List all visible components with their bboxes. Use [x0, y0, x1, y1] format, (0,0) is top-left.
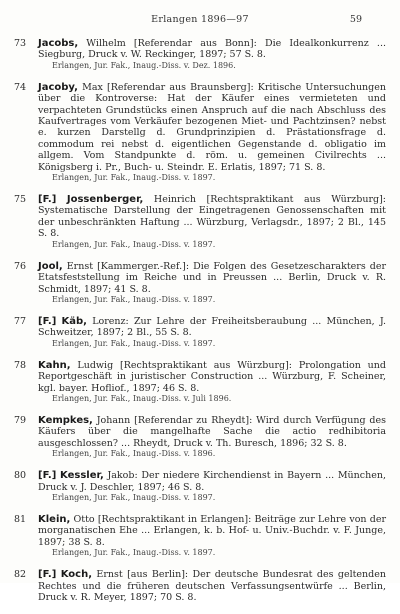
- author-marker: [F.]: [38, 470, 57, 482]
- entry-body: Johann [Referendar zu Rheydt]: Wird durch Verfügung des Käufers über die mangelhafte Sache die actio redhibitoria ausgeschlossen? ... Rheydt, Druck v. Th. Buresch, 1896; 32 S. 8.: [38, 414, 386, 449]
- entry-note: Erlangen, Jur. Fak., Inaug.-Diss. v. 1897.: [52, 239, 216, 249]
- list-item: [14, 82, 386, 183]
- entry-body: Ernst [Kammerger.-Ref.]: Die Folgen des Gesetzescharakters der Etatsfeststellung im Reiche und in Preussen ... Berlin, Druck v. R. Schmidt, 1897; 41 S. 8.: [38, 260, 386, 295]
- entry-number: 76: [14, 260, 27, 272]
- author-name: Jossenberger,: [66, 194, 144, 206]
- author-name: Jool,: [38, 260, 63, 272]
- entry-note: Erlangen, Jur. Fak., Inaug.-Diss. v. Dez. 1896.: [52, 60, 236, 70]
- author-name: Kempkes,: [38, 414, 93, 426]
- entry-body: Wilhelm [Referendar aus Bonn]: Die Idealkonkurrenz ... Siegburg, Druck v. W. Reckinger, 1897; 57 S. 8.: [38, 38, 386, 61]
- page-number: 59: [349, 14, 362, 25]
- list-item: [14, 569, 386, 603]
- author-name: Klein,: [38, 513, 71, 525]
- list-item: [14, 470, 386, 503]
- author-name: Kahn,: [38, 359, 71, 371]
- entry-number: 78: [14, 359, 27, 371]
- list-item: [14, 194, 386, 250]
- page-header: [0, 14, 400, 28]
- author-name: Jacobs,: [38, 38, 79, 49]
- entry-body: Otto [Rechtspraktikant in Erlangen]: Beiträge zur Lehre von der morganatischen Ehe ... Erlangen, k. b. Hof- u. Univ.-Buchdr. v. F. Junge, 1897; 38 S. 8.: [38, 513, 386, 548]
- author-name: Kessler,: [60, 470, 104, 482]
- entry-number: 79: [14, 414, 27, 426]
- list-item: [14, 360, 386, 404]
- entry-number: 77: [14, 315, 27, 327]
- entry-body: Ludwig [Rechtspraktikant aus Würzburg]: Prolongation und Reportgeschäft in juristischer Construction ... Würzburg, F. Scheiner, kgl. bayer. Hofliof., 1897; 46 S. 8.: [38, 359, 386, 394]
- list-item: [14, 261, 386, 305]
- entry-text: [38, 38, 386, 61]
- list-item: [14, 38, 386, 71]
- entry-body: Heinrich [Rechtspraktikant aus Würzburg]: Systematische Darstellung der Eingetragenen Genossenschaften mit der unbeschränkten Haftung ... Würzburg, Verlagsdr., 1897; 2 Bl., 145 S. 8.: [38, 194, 386, 240]
- entry-text: [38, 569, 386, 603]
- entry-number: 82: [14, 569, 27, 581]
- entry-note: Erlangen, Jur. Fak., Inaug.-Diss. v. 1897.: [52, 173, 216, 183]
- author-marker: [F.]: [38, 315, 57, 327]
- entry-body: Jakob: Der niedere Kirchendienst in Bayern ... München, Druck v. J. Deschler, 1897; 46 S. 8.: [38, 470, 386, 493]
- entry-number: 74: [14, 81, 27, 93]
- entry-text: [38, 470, 386, 493]
- entry-note: Erlangen, Jur. Fak., Inaug.-Diss. v. 1897.: [52, 338, 216, 348]
- entry-note: Erlangen, Jur. Fak., Inaug.-Diss. v. Juli 1896.: [52, 393, 232, 403]
- entry-body: Lorenz: Zur Lehre der Freiheitsberaubung ... München, J. Schweitzer, 1897; 2 Bl., 55 S. 8.: [38, 315, 386, 339]
- entry-text: [38, 261, 386, 295]
- entry-number: 81: [14, 513, 27, 525]
- list-item: [14, 514, 386, 558]
- entry-text: [38, 316, 386, 339]
- entry-body: Ernst [aus Berlin]: Der deutsche Bundesrat des geltenden Rechtes und die früheren deutschen Verfassungsentwürfe ... Berlin, Druck v. R. Meyer, 1897; 70 S. 8.: [38, 569, 386, 603]
- entry-number: 73: [14, 38, 27, 49]
- entry-note: Erlangen, Jur. Fak., Inaug.-Diss. v. 1897.: [52, 548, 216, 558]
- entry-text: [38, 514, 386, 548]
- running-head: Erlangen 1896—97: [151, 14, 249, 25]
- entry-note: Erlangen, Jur. Fak., Inaug.-Diss. v. 1897.: [52, 294, 216, 304]
- entry-number: 75: [14, 194, 27, 206]
- author-name: Koch,: [60, 569, 93, 581]
- entry-text: [38, 82, 386, 173]
- entry-body: Max [Referendar aus Braunsberg]: Kritische Untersuchungen über die Kontroverse: Hat der Käufer eines vermieteten und verpachteten Grundstücks einen Anspruch auf die nach Abschluss des Kaufvertrages vom Verkäufer bezogenen Miet- und Pachtzinsen? nebst e. kurzen Darstellg d. Grundprinzipien d. Prästationsfrage d. commodum rei nebst d. eigentlichen Gegenstande d. obligatio im allgem. Vom Standpunkte d. röm. u. gemeinen Civilrechts ... Königsberg i. Pr., Buch- u. Steindr. E. Erlatis, 1897; 71 S. 8.: [38, 81, 386, 173]
- author-name: Jacoby,: [38, 81, 78, 93]
- entry-number: 80: [14, 470, 27, 482]
- list-item: [14, 316, 386, 349]
- author-marker: [F.]: [38, 194, 57, 206]
- entry-text: [38, 194, 386, 240]
- entry-text: [38, 360, 386, 394]
- entry-note: Erlangen, Jur. Fak., Inaug.-Diss. v. 1897.: [52, 492, 216, 502]
- author-name: Käb,: [61, 315, 87, 327]
- entry-note: Erlangen, Jur. Fak., Inaug.-Diss. v. 1896.: [52, 449, 216, 459]
- author-marker: [F.]: [38, 569, 57, 581]
- list-item: [14, 415, 386, 459]
- entry-text: [38, 415, 386, 449]
- entry-list: [14, 38, 386, 614]
